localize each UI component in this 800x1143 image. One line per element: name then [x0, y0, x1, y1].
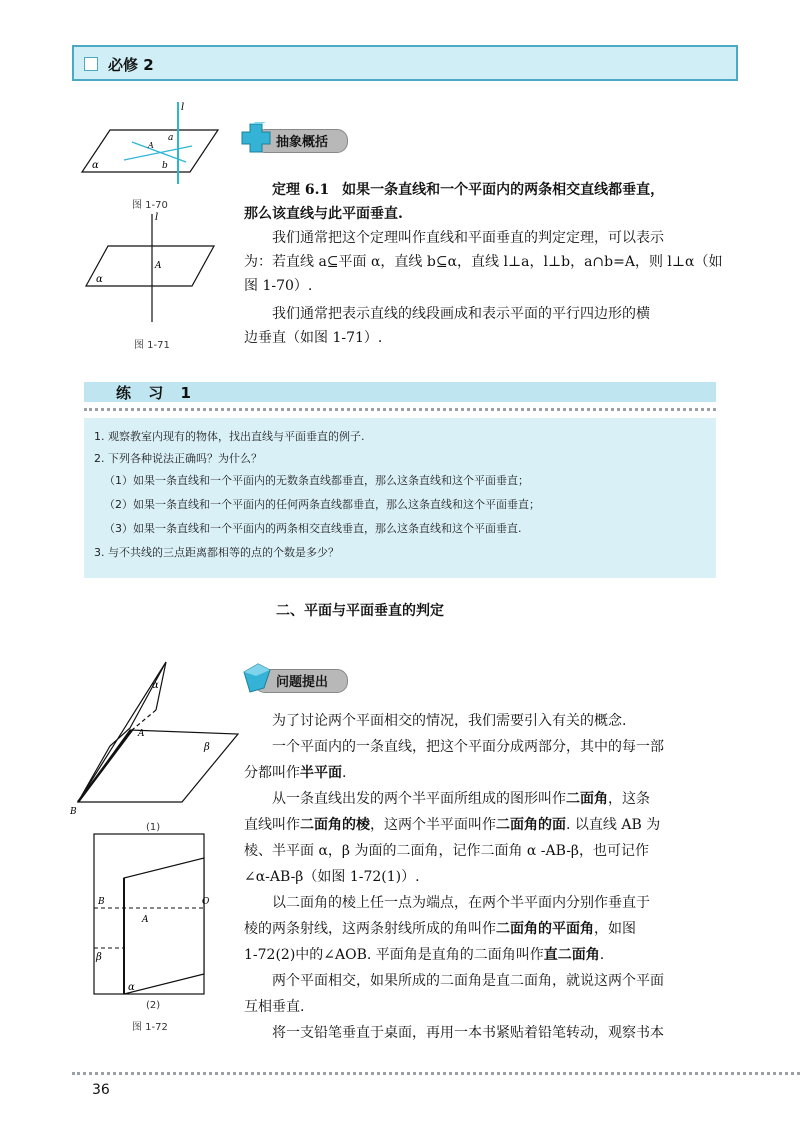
fig70-label-alpha: α [92, 160, 99, 171]
theorem-text-cont: 那么该直线与此平面垂直. [244, 206, 403, 222]
exercise-item: 2. 下列各种说法正确吗？为什么？ [94, 452, 262, 465]
dihedral-line: ∠α-AB-β（如图 1-72(1)）. [244, 869, 420, 885]
badge-question [240, 662, 352, 692]
fig70-label-a: a [168, 133, 174, 143]
footer-dotted-divider [72, 1072, 800, 1075]
section-heading: 二、平面与平面垂直的判定 [276, 603, 444, 619]
figure-1-72-part2 [84, 830, 234, 1000]
page-number: 36 [92, 1082, 110, 1098]
figure-1-72-caption: 图 1-72 [132, 1022, 168, 1033]
fig70-label-b: b [162, 161, 168, 171]
dihedral-line: 为了讨论两个平面相交的情况，我们需要引入有关的概念. [272, 713, 627, 729]
dihedral-line: 直线叫作二面角的棱，这两个半平面叫作二面角的面. 以直线 AB 为 [244, 817, 661, 833]
plane-alpha [82, 130, 218, 172]
badge-abstract [240, 122, 352, 152]
fig72-2-label-beta: β [96, 952, 102, 963]
fig72-1-label-beta: β [204, 742, 210, 753]
half-plane-beta [78, 730, 238, 802]
dihedral-line: 分都叫作半平面. [244, 765, 347, 781]
edge-AB [78, 730, 132, 802]
figure-1-70 [80, 100, 230, 190]
dihedral-line: 从一条直线出发的两个半平面所组成的图形叫作二面角，这条 [272, 791, 650, 807]
theorem-label: 定理 6.1 [272, 182, 330, 198]
exercise-item: （2）如果一条直线和一个平面内的任何两条直线都垂直，那么这条直线和这个平面垂直； [104, 498, 540, 511]
dihedral-block [244, 708, 724, 1046]
fig70-label-A: A [148, 141, 154, 150]
exercise-item: （3）如果一条直线和一个平面内的两条相交直线垂直，那么这条直线和这个平面垂直. [104, 522, 522, 535]
fig70-label-l: l [181, 102, 185, 113]
dihedral-line: 两个平面相交，如果所成的二面角是直二面角，就说这两个平面 [272, 973, 664, 989]
header-title: 必修 2 [108, 56, 154, 74]
header-square-icon [84, 57, 98, 71]
fig72-1-label-B: B [70, 807, 77, 817]
cross-cube-icon [240, 122, 274, 154]
fig72-1-label-alpha: α [152, 680, 159, 691]
header-bar [72, 45, 738, 81]
dihedral-line: 互相垂直. [244, 999, 305, 1015]
plane-alpha [86, 246, 214, 286]
figure-1-72-sub1: (1) [146, 822, 161, 833]
prism-icon [240, 662, 274, 694]
exercise-item: （1）如果一条直线和一个平面内的无数条直线都垂直，那么这条直线和这个平面垂直； [104, 474, 529, 487]
dihedral-line: 一个平面内的一条直线，把这个平面分成两部分，其中的每一部 [272, 739, 664, 755]
figure-1-71-caption: 图 1-71 [134, 340, 170, 351]
fig72-1-label-A: A [138, 729, 145, 739]
figure-1-72-sub2: (2) [146, 1000, 161, 1011]
figure-1-72-part1 [70, 650, 250, 820]
dihedral-line: 1-72(2)中的∠AOB. 平面角是直角的二面角叫作直二面角. [244, 947, 605, 963]
fig71-label-l: l [155, 212, 159, 223]
paragraph-1-line-2: 为：若直线 a⊆平面 α，直线 b⊆α，直线 l⊥a，l⊥b，a∩b=A，则 l⊥α（如 [244, 254, 723, 270]
exercise-item: 3. 与不共线的三点距离都相等的点的个数是多少？ [94, 546, 339, 559]
theorem-block [244, 178, 724, 350]
badge-abstract-label: 抽象概括 [276, 135, 329, 150]
badge-question-label: 问题提出 [276, 675, 329, 690]
figure-1-71 [80, 210, 230, 330]
fig72-2-label-O: O [202, 897, 210, 907]
fig72-2-label-B: B [98, 897, 105, 907]
exercise-item: 1. 观察教室内现有的物体，找出直线与平面垂直的例子. [94, 430, 365, 443]
fig71-label-alpha: α [96, 274, 103, 285]
exercise-box [84, 418, 716, 578]
paragraph-2-line-2: 边垂直（如图 1-71）. [244, 330, 383, 346]
line-a [124, 146, 192, 160]
paragraph-1-line-1: 我们通常把这个定理叫作直线和平面垂直的判定定理，可以表示 [272, 230, 664, 246]
paragraph-2-line-1: 我们通常把表示直线的线段画成和表示平面的平行四边形的横 [272, 306, 650, 322]
dihedral-line: 棱的两条射线，这两条射线所成的角叫作二面角的平面角，如图 [244, 921, 636, 937]
fig71-label-A: A [155, 261, 162, 271]
dihedral-line: 棱、半平面 α，β 为面的二面角，记作二面角 α -AB-β，也可记作 [244, 843, 650, 859]
figure-1-70-caption: 图 1-70 [132, 200, 168, 211]
dotted-divider [84, 408, 716, 411]
fig72-2-label-A: A [142, 915, 149, 925]
dihedral-line: 将一支铅笔垂直于桌面，再用一本书紧贴着铅笔转动，观察书本 [272, 1025, 664, 1041]
dihedral-line: 以二面角的棱上任一点为端点，在两个半平面内分别作垂直于 [272, 895, 650, 911]
theorem-text: 如果一条直线和一个平面内的两条相交直线都垂直， [342, 182, 665, 198]
exercise-title: 练 习 1 [116, 384, 197, 402]
plane-front [124, 858, 204, 994]
fig72-2-label-alpha: α [128, 982, 135, 993]
paragraph-1-line-3: 图 1-70）. [244, 278, 313, 294]
exercise-title-bar [84, 382, 716, 402]
